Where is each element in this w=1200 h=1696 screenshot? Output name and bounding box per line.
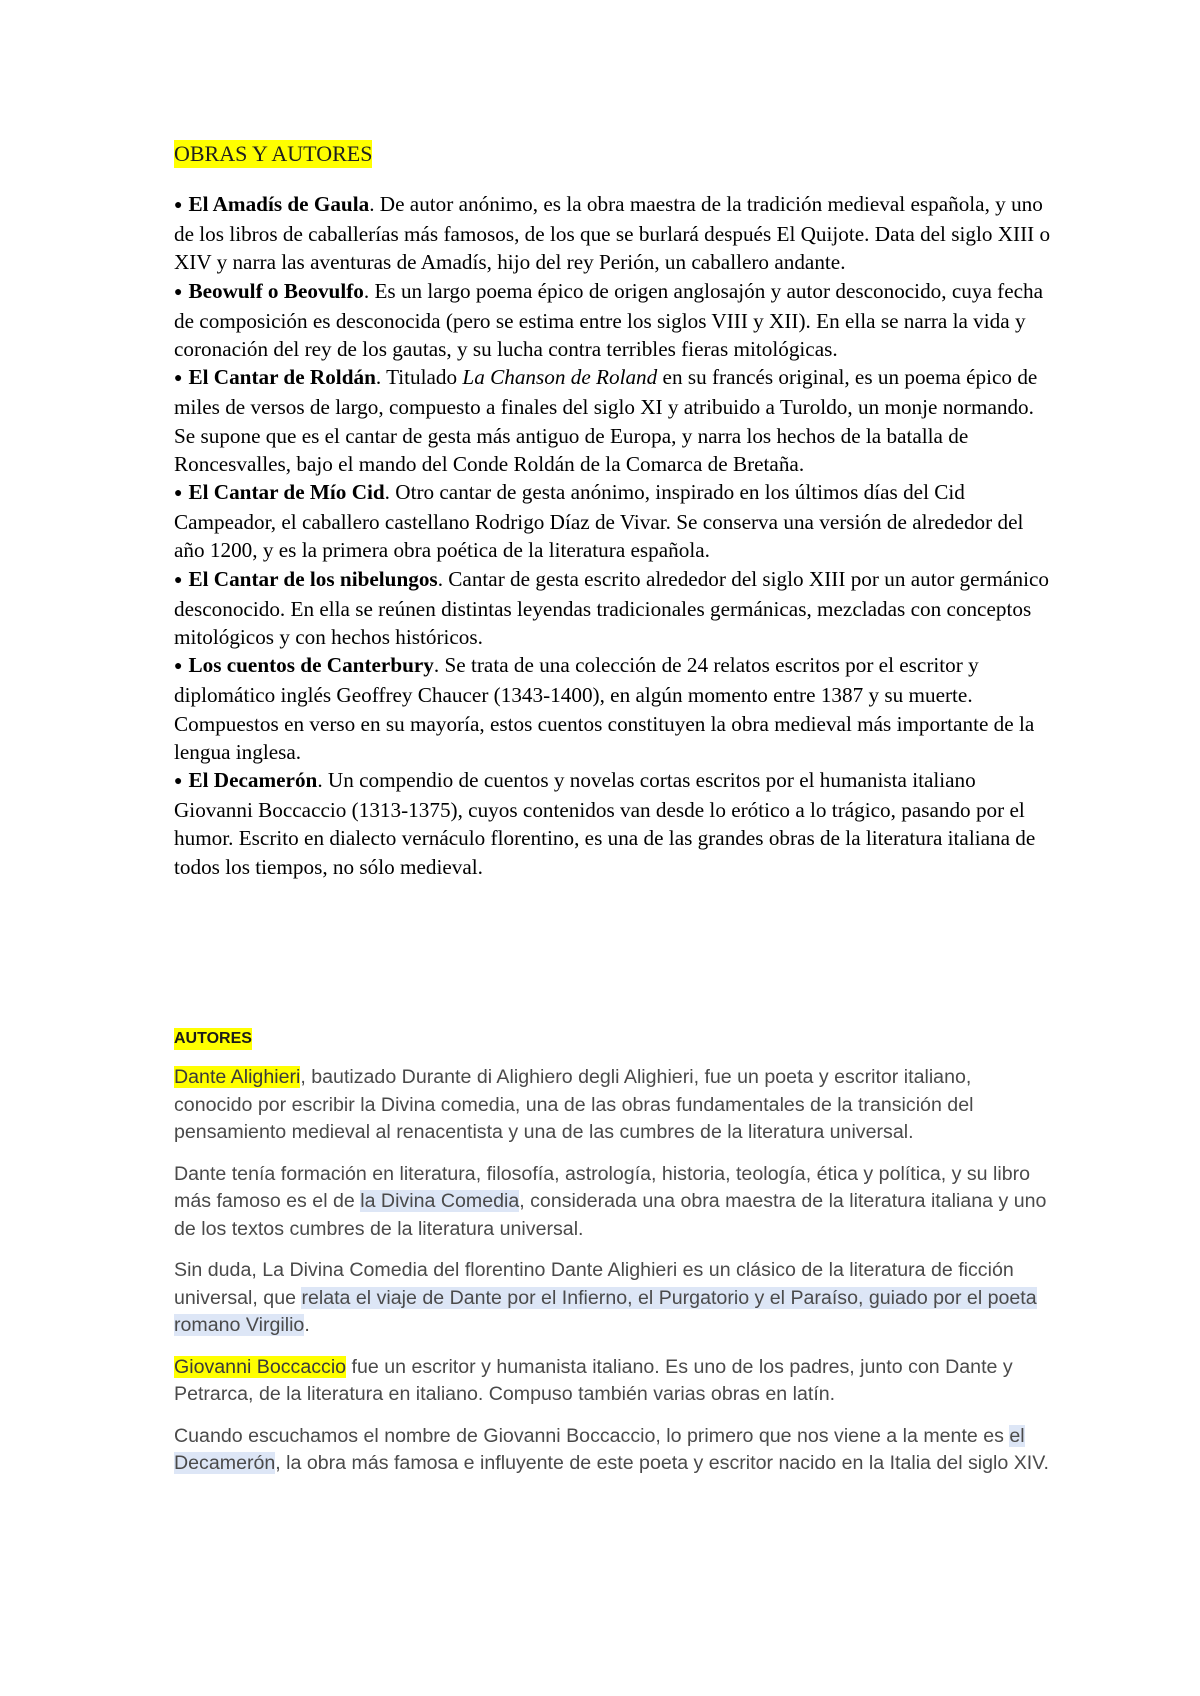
list-item <box>174 190 1054 277</box>
list-item <box>174 478 1054 565</box>
bullet-icon: ● <box>174 198 183 213</box>
bullet-icon: ● <box>174 284 183 300</box>
list-item <box>174 565 1054 652</box>
paragraph-dante <box>174 1064 1054 1147</box>
bullet-icon: ● <box>174 659 183 675</box>
bullet-icon: ● <box>174 774 183 790</box>
paragraph-divina-comedia <box>174 1257 1054 1340</box>
bullet-icon: ● <box>174 486 183 502</box>
highlighted-text: relata el viaje de Dante por el Infierno, el Purgatorio y el Paraíso, guiado por el poeta romano Virgilio <box>174 1286 1037 1336</box>
work-title: Los cuentos de Canterbury <box>188 653 434 678</box>
authors-section <box>174 1028 1054 1492</box>
bullet-icon: ● <box>174 572 183 588</box>
paragraph-text: , bautizado Durante di Alighiero degli Alighieri, fue un poeta y escritor italiano, conocido por escribir la Divina comedia, una de las obras fundamentales de la transición del pensamiento medieval al renacentista y una de las cumbres de la literatura universal. <box>174 1066 974 1143</box>
list-item <box>174 277 1054 364</box>
work-title: El Amadís de Gaula <box>188 192 370 216</box>
work-original-title: La Chanson de Roland <box>462 365 658 390</box>
paragraph-dante-formation <box>174 1161 1054 1244</box>
list-item <box>174 651 1054 766</box>
work-description: . Es un largo poema épico de origen anglosajón y autor desconocido, cuya fecha de composición es desconocida (pero se estima entre los siglos VIII y XII). En ella se narra la vida y coronación del rey de los gautas, y su lucha contra terribles fieras mitológicas. <box>174 278 1044 362</box>
work-description: . De autor anónimo, es la obra maestra de la tradición medieval española, y uno de los libros de caballerías más famosos, de los que se burlará después El Quijote. Data del siglo XIII o XIV y narra las aventuras de Amadís, hijo del rey Perión, un caballero andante. <box>174 192 1051 275</box>
work-title: El Cantar de los nibelungos <box>188 566 438 591</box>
paragraph-text: fue un escritor y humanista italiano. Es uno de los padres, junto con Dante y Petrarca, de la literatura en italiano. Compuso también varias obras en latín. <box>174 1355 1013 1405</box>
work-description-intro: . Titulado <box>375 365 463 390</box>
list-item <box>174 766 1054 881</box>
paragraph-boccaccio <box>174 1354 1054 1409</box>
work-description: . Se trata de una colección de 24 relatos escritos por el escritor y diplomático inglés Geoffrey Chaucer (1343-1400), en algún momento entre 1387 y su muerte. Compuestos en verso en su mayoría, estos cuentos constituyen la obra medieval más importante de la lengua inglesa. <box>174 653 1035 764</box>
paragraph-text: Sin duda, La Divina Comedia del florentino Dante Alighieri es un clásico de la literatura de ficción universal, que <box>174 1259 1014 1309</box>
paragraph-text: . <box>304 1314 310 1336</box>
work-title: El Cantar de Mío Cid <box>188 480 385 505</box>
section-heading: AUTORES <box>174 1028 252 1050</box>
page-title: OBRAS Y AUTORES <box>174 141 373 166</box>
work-description: en su francés original, es un poema épico de miles de versos de largo, compuesto a finales del siglo XI y atribuido a Turoldo, un monje normando. Se supone que es el cantar de gesta más antiguo de Europa, y narra los hechos de la batalla de Roncesvalles, bajo el mando del Conde Roldán de la Comarca de Bretaña. <box>174 365 1038 476</box>
work-description: . Cantar de gesta escrito alrededor del siglo XIII por un autor germánico desconocido. En ella se reúnen distintas leyendas tradicionales germánicas, mezcladas con conceptos mitológicos y con hechos históricos. <box>174 566 1049 650</box>
bullet-icon: ● <box>174 371 183 387</box>
paragraph-text: , la obra más famosa e influyente de este poeta y escritor nacido en la Italia del siglo XIV. <box>275 1452 1049 1474</box>
work-description: . Un compendio de cuentos y novelas cortas escritos por el humanista italiano Giovanni Boccaccio (1313-1375), cuyos contenidos van desde lo erótico a lo trágico, pasando por el humor. Escrito en dialecto vernáculo florentino, es una de las grandes obras de la literatura italiana de todos los tiempos, no sólo medieval. <box>174 768 1036 879</box>
highlighted-text: la Divina Comedia <box>360 1190 520 1212</box>
works-list <box>174 190 1054 881</box>
highlighted-text: el Decamerón <box>174 1424 1025 1474</box>
list-item <box>174 363 1054 478</box>
author-name: Dante Alighieri <box>174 1066 301 1088</box>
paragraph-text: Cuando escuchamos el nombre de Giovanni Boccaccio, lo primero que nos viene a la mente es <box>174 1424 1010 1447</box>
paragraph-text: , considerada una obra maestra de la literatura italiana y uno de los textos cumbres de la literatura universal. <box>174 1190 1047 1240</box>
paragraph-text: Dante tenía formación en literatura, filosofía, astrología, historia, teología, ética y política, y su libro más famoso es el de <box>174 1162 1031 1212</box>
document-page <box>174 140 1054 881</box>
work-description: . Otro cantar de gesta anónimo, inspirado en los últimos días del Cid Campeador, el caballero castellano Rodrigo Díaz de Vivar. Se conserva una versión de alrededor del año 1200, y es la primera obra poética de la literatura española. <box>174 480 1024 563</box>
work-title: El Decamerón <box>188 768 318 793</box>
paragraph-decameron <box>174 1423 1054 1478</box>
author-name: Giovanni Boccaccio <box>174 1355 347 1378</box>
work-title: Beowulf o Beovulfo <box>188 278 364 303</box>
work-title: El Cantar de Roldán <box>188 365 376 390</box>
